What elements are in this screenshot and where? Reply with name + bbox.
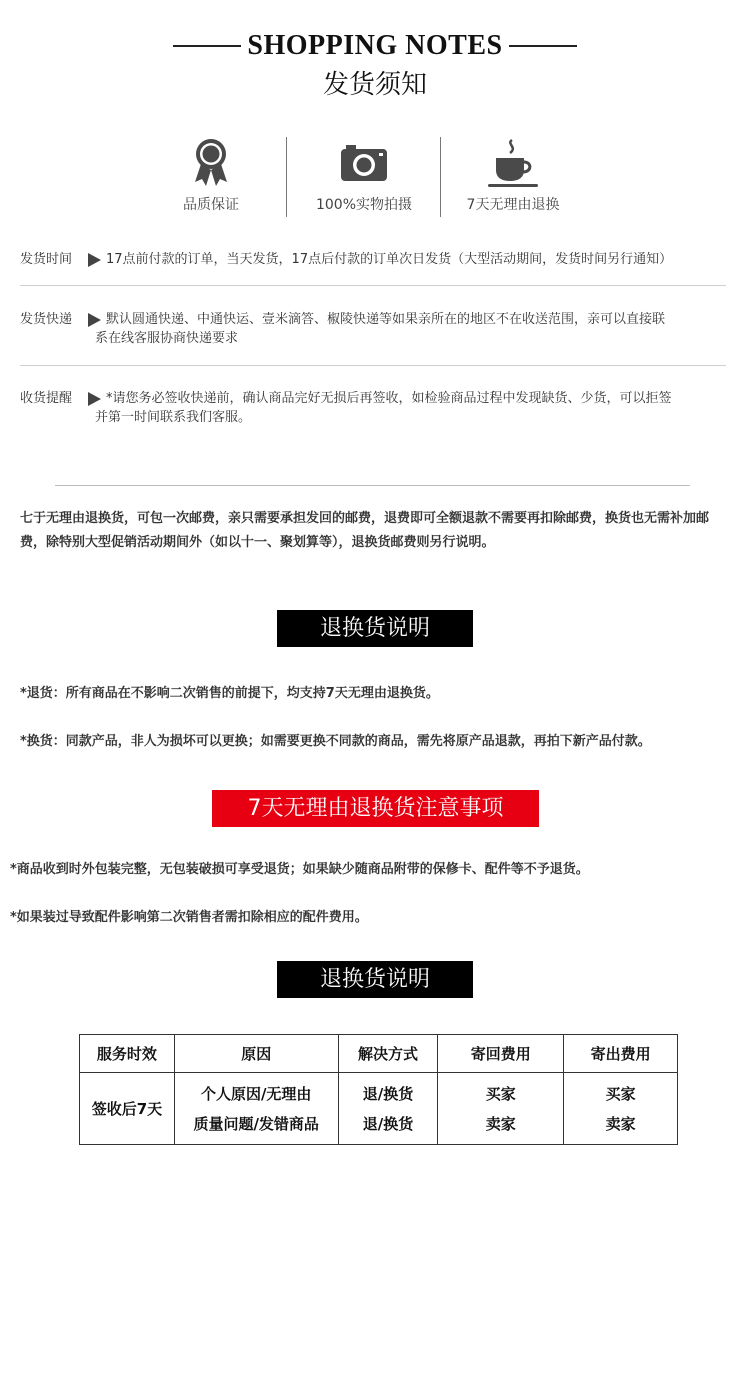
returns-table <box>79 1034 678 1145</box>
info-row-receipt <box>20 389 726 429</box>
play-arrow-icon <box>88 392 101 406</box>
page-header <box>0 30 750 101</box>
info-text-line1: *请您务必签收快递前，确认商品完好无损后再签收，如检验商品过程中发现缺货、少货，可以拒签 <box>106 391 672 406</box>
info-text-line2: 系在线客服协商快递要求 <box>95 331 239 346</box>
feature-quality-label: 品质保证 <box>183 197 239 213</box>
info-text-line1: 默认圆通快递、中通快运、壹米滴答、椒陵快递等如果亲所在的地区不在收送范围，亲可以直接联 <box>106 312 666 327</box>
feature-photo-label: 100%实物拍摄 <box>315 197 413 213</box>
table-cell-text: 卖家 <box>485 1114 516 1133</box>
table-cell-period: 签收后7天 <box>80 1073 175 1145</box>
divider <box>20 285 726 286</box>
title-en-row <box>0 30 750 62</box>
table-cell-solution <box>338 1073 438 1145</box>
table-header-cell: 原因 <box>174 1035 338 1073</box>
title-rule-left <box>173 45 241 47</box>
title-cn: 发货须知 <box>322 70 427 100</box>
table-header-cell: 解决方式 <box>338 1035 438 1073</box>
info-text-line1: 17点前付款的订单，当天发货，17点后付款的订单次日发货（大型活动期间，发货时间另行通知） <box>106 252 673 267</box>
info-label: 发货快递 <box>20 312 73 327</box>
table-cell-ship-fee <box>564 1073 678 1145</box>
feature-return <box>438 135 588 214</box>
policy-exchange: *换货：同款产品，非人为损坏可以更换；如需要更换不同款的商品，需先将原产品退款，再拍下新产品付款。 <box>20 734 651 749</box>
table-cell-text: 买家 <box>485 1084 516 1103</box>
table-cell-reason <box>174 1073 338 1145</box>
postage-note: 七于无理由退换货，可包一次邮费，亲只需要承担发回的邮费，退费即可全额退款不需要再扣除邮费，换货也无需补加邮费，除特别大型促销活动期间外（如以十一、聚划算等），退换货邮费则另行说明。 <box>20 511 710 550</box>
policy-accessories: *如果装过导致配件影响第二次销售者需扣除相应的配件费用。 <box>10 910 368 925</box>
table-header-row <box>80 1035 678 1073</box>
table-cell-text: 卖家 <box>605 1114 636 1133</box>
table-cell-text: 质量问题/发错商品 <box>193 1114 319 1133</box>
title-en: SHOPPING NOTES <box>247 30 503 61</box>
section-banner-returns: 退换货说明 <box>277 610 473 647</box>
info-text <box>95 389 726 427</box>
info-row-courier <box>20 310 726 350</box>
table-cell-return-fee <box>438 1073 564 1145</box>
title-rule-right <box>509 45 577 47</box>
camera-icon <box>340 144 388 182</box>
info-text <box>106 250 726 269</box>
table-cell-text: 买家 <box>605 1084 636 1103</box>
feature-return-label: 7天无理由退换 <box>466 197 560 213</box>
info-label: 收货提醒 <box>20 391 73 406</box>
table-row <box>80 1073 678 1145</box>
table-header-cell: 服务时效 <box>80 1035 175 1073</box>
info-text <box>95 310 726 348</box>
feature-divider <box>286 137 287 217</box>
divider <box>55 485 690 486</box>
policy-return: *退货：所有商品在不影响二次销售的前提下，均支持7天无理由退换货。 <box>20 686 439 701</box>
table-header-cell: 寄出费用 <box>564 1035 678 1073</box>
section-banner-notice: 7天无理由退换货注意事项 <box>212 790 539 827</box>
table-cell-text: 个人原因/无理由 <box>200 1084 312 1103</box>
policy-packaging: *商品收到时外包装完整，无包装破损可享受退货；如果缺少随商品附带的保修卡、配件等不予退货。 <box>10 862 589 877</box>
play-arrow-icon <box>88 313 101 327</box>
table-cell-text: 退/换货 <box>362 1114 414 1133</box>
table-cell-text: 退/换货 <box>362 1084 414 1103</box>
info-row-ship-time <box>20 250 726 274</box>
table-header-cell: 寄回费用 <box>438 1035 564 1073</box>
divider <box>20 365 726 366</box>
feature-quality <box>136 135 286 214</box>
section-banner-returns-table: 退换货说明 <box>277 961 473 998</box>
play-arrow-icon <box>88 253 101 267</box>
info-label: 发货时间 <box>20 252 73 267</box>
feature-strip <box>0 135 750 220</box>
feature-photo <box>289 135 439 214</box>
coffee-cup-icon <box>486 138 540 188</box>
ribbon-badge-icon <box>193 138 229 188</box>
info-text-line2: 并第一时间联系我们客服。 <box>95 410 252 425</box>
